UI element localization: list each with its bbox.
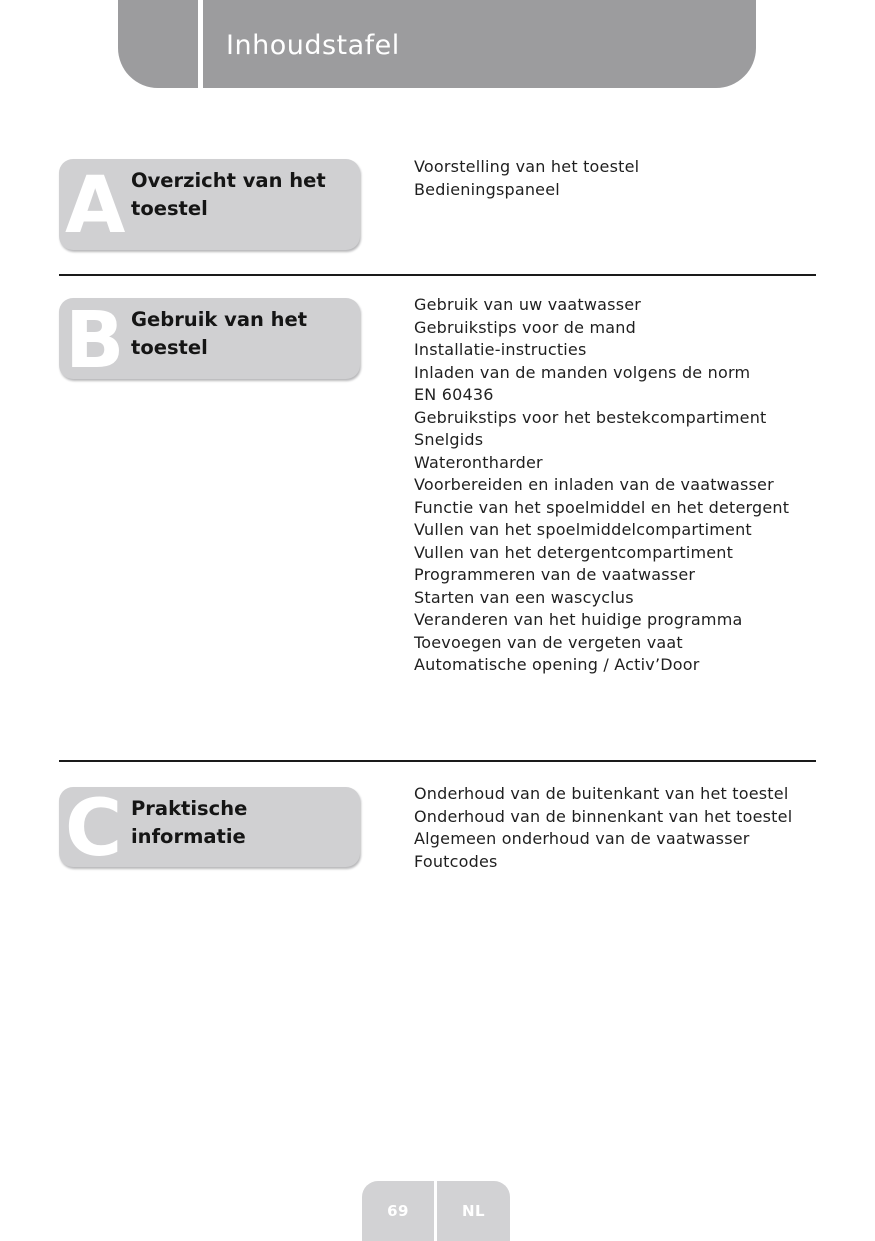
section-a-title: Overzicht van het toestel [131, 169, 326, 220]
toc-item[interactable]: Gebruik van uw vaatwasser [414, 295, 642, 314]
toc-item[interactable]: Vullen van het detergentcompartiment [414, 542, 734, 562]
toc-item[interactable]: Installatie-instructies [414, 340, 587, 359]
toc-item[interactable]: Foutcodes [414, 851, 498, 871]
section-b-title: Gebruik van het toestel [131, 308, 308, 359]
toc-item[interactable]: Voorbereiden en inladen van de vaatwasser [414, 475, 774, 494]
toc-item[interactable]: EN 60436 [414, 385, 494, 404]
section-c-box[interactable] [59, 784, 360, 874]
section-a-box[interactable] [59, 159, 360, 250]
toc-item[interactable]: Toevoegen van de vergeten vaat [414, 632, 683, 652]
section-divider [59, 760, 816, 762]
toc-item[interactable]: Bedieningspaneel [414, 179, 560, 199]
section-a-list [414, 156, 639, 201]
language-tab: NL [437, 1181, 510, 1241]
section-b-box[interactable] [59, 296, 360, 386]
section-b-letter: B [65, 296, 125, 386]
header-divider [198, 0, 203, 88]
section-c-letter: C [65, 784, 123, 874]
section-b-list [414, 294, 789, 677]
toc-item[interactable]: Gebruikstips voor het bestekcompartiment [414, 407, 767, 427]
toc-item[interactable]: Inladen van de manden volgens de norm [414, 362, 751, 382]
toc-item[interactable]: Starten van een wascyclus [414, 587, 634, 607]
section-c-list [414, 783, 792, 873]
toc-item[interactable]: Algemeen onderhoud van de vaatwasser [414, 829, 750, 848]
toc-item[interactable]: Onderhoud van de buitenkant van het toestel [414, 784, 789, 803]
section-divider [59, 274, 816, 276]
toc-item[interactable]: Veranderen van het huidige programma [414, 610, 743, 629]
section-a-letter: A [65, 161, 126, 251]
toc-item[interactable]: Onderhoud van de binnenkant van het toestel [414, 806, 793, 826]
toc-item[interactable]: Automatische opening / Activ’Door [414, 655, 700, 674]
section-c-title: Praktische informatie [131, 797, 248, 848]
toc-item[interactable]: Gebruikstips voor de mand [414, 317, 636, 337]
toc-item[interactable]: Functie van het spoelmiddel en het detergent [414, 497, 790, 517]
toc-item[interactable]: Snelgids [414, 430, 484, 449]
toc-item[interactable]: Programmeren van de vaatwasser [414, 565, 696, 584]
header-tab [118, 0, 756, 88]
page-number-tab: 69 [362, 1181, 434, 1241]
toc-item[interactable]: Voorstelling van het toestel [414, 157, 640, 176]
toc-item[interactable]: Vullen van het spoelmiddelcompartiment [414, 520, 752, 539]
page-title: Inhoudstafel [226, 30, 400, 61]
toc-item[interactable]: Waterontharder [414, 452, 543, 472]
